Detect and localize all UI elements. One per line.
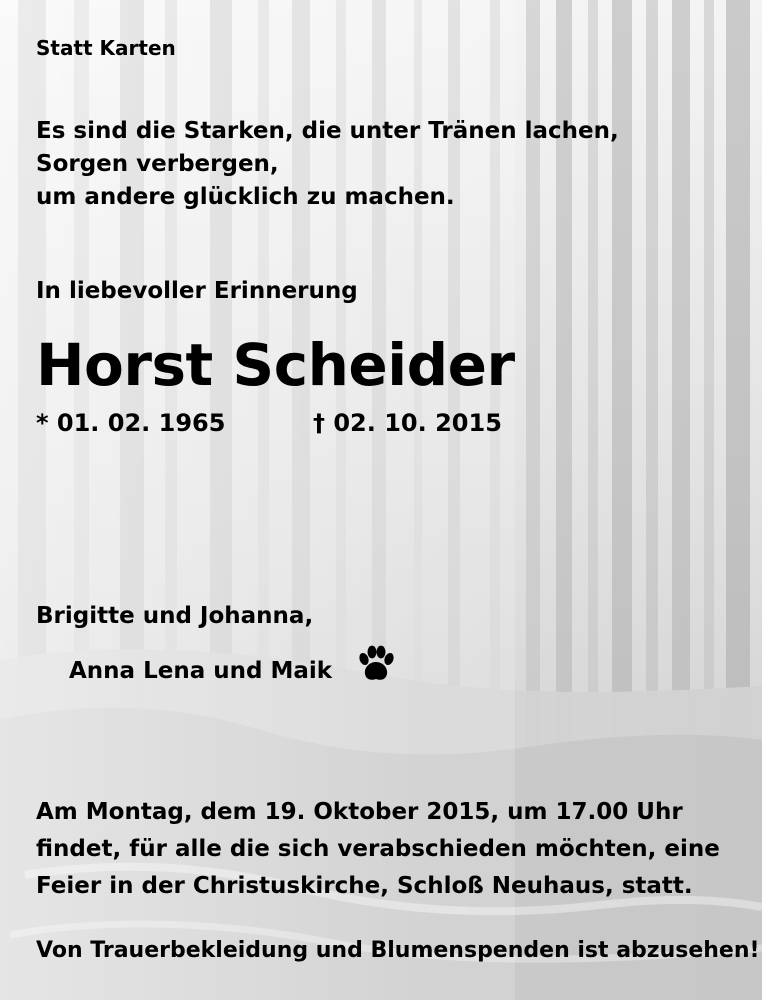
- announcement-line-3: Feier in der Christuskirche, Schloß Neuhaus, statt.: [36, 873, 693, 899]
- memorial-heading: In liebevoller Erinnerung: [36, 278, 358, 304]
- header-text: Statt Karten: [36, 36, 176, 60]
- closing-note: Von Trauerbekleidung und Blumenspenden ist abzusehen!: [36, 938, 760, 963]
- death-date: † 02. 10. 2015: [313, 409, 502, 437]
- announcement-line-1: Am Montag, dem 19. Oktober 2015, um 17.00 Uhr: [36, 799, 683, 825]
- quote-line-3: um andere glücklich zu machen.: [36, 184, 455, 210]
- family-line-2: Anna Lena und Maik: [69, 658, 333, 684]
- announcement-block: [36, 794, 720, 905]
- quote-block: [36, 115, 619, 214]
- announcement-line-2: findet, für alle die sich verabschieden möchten, eine: [36, 836, 720, 862]
- birth-date: * 01. 02. 1965: [36, 409, 226, 437]
- quote-line-1: Es sind die Starken, die unter Tränen lachen,: [36, 118, 619, 144]
- paw-print-icon: [355, 644, 397, 686]
- family-line-1: Brigitte und Johanna,: [36, 603, 314, 629]
- deceased-name: Horst Scheider: [36, 331, 515, 399]
- quote-line-2: Sorgen verbergen,: [36, 151, 279, 177]
